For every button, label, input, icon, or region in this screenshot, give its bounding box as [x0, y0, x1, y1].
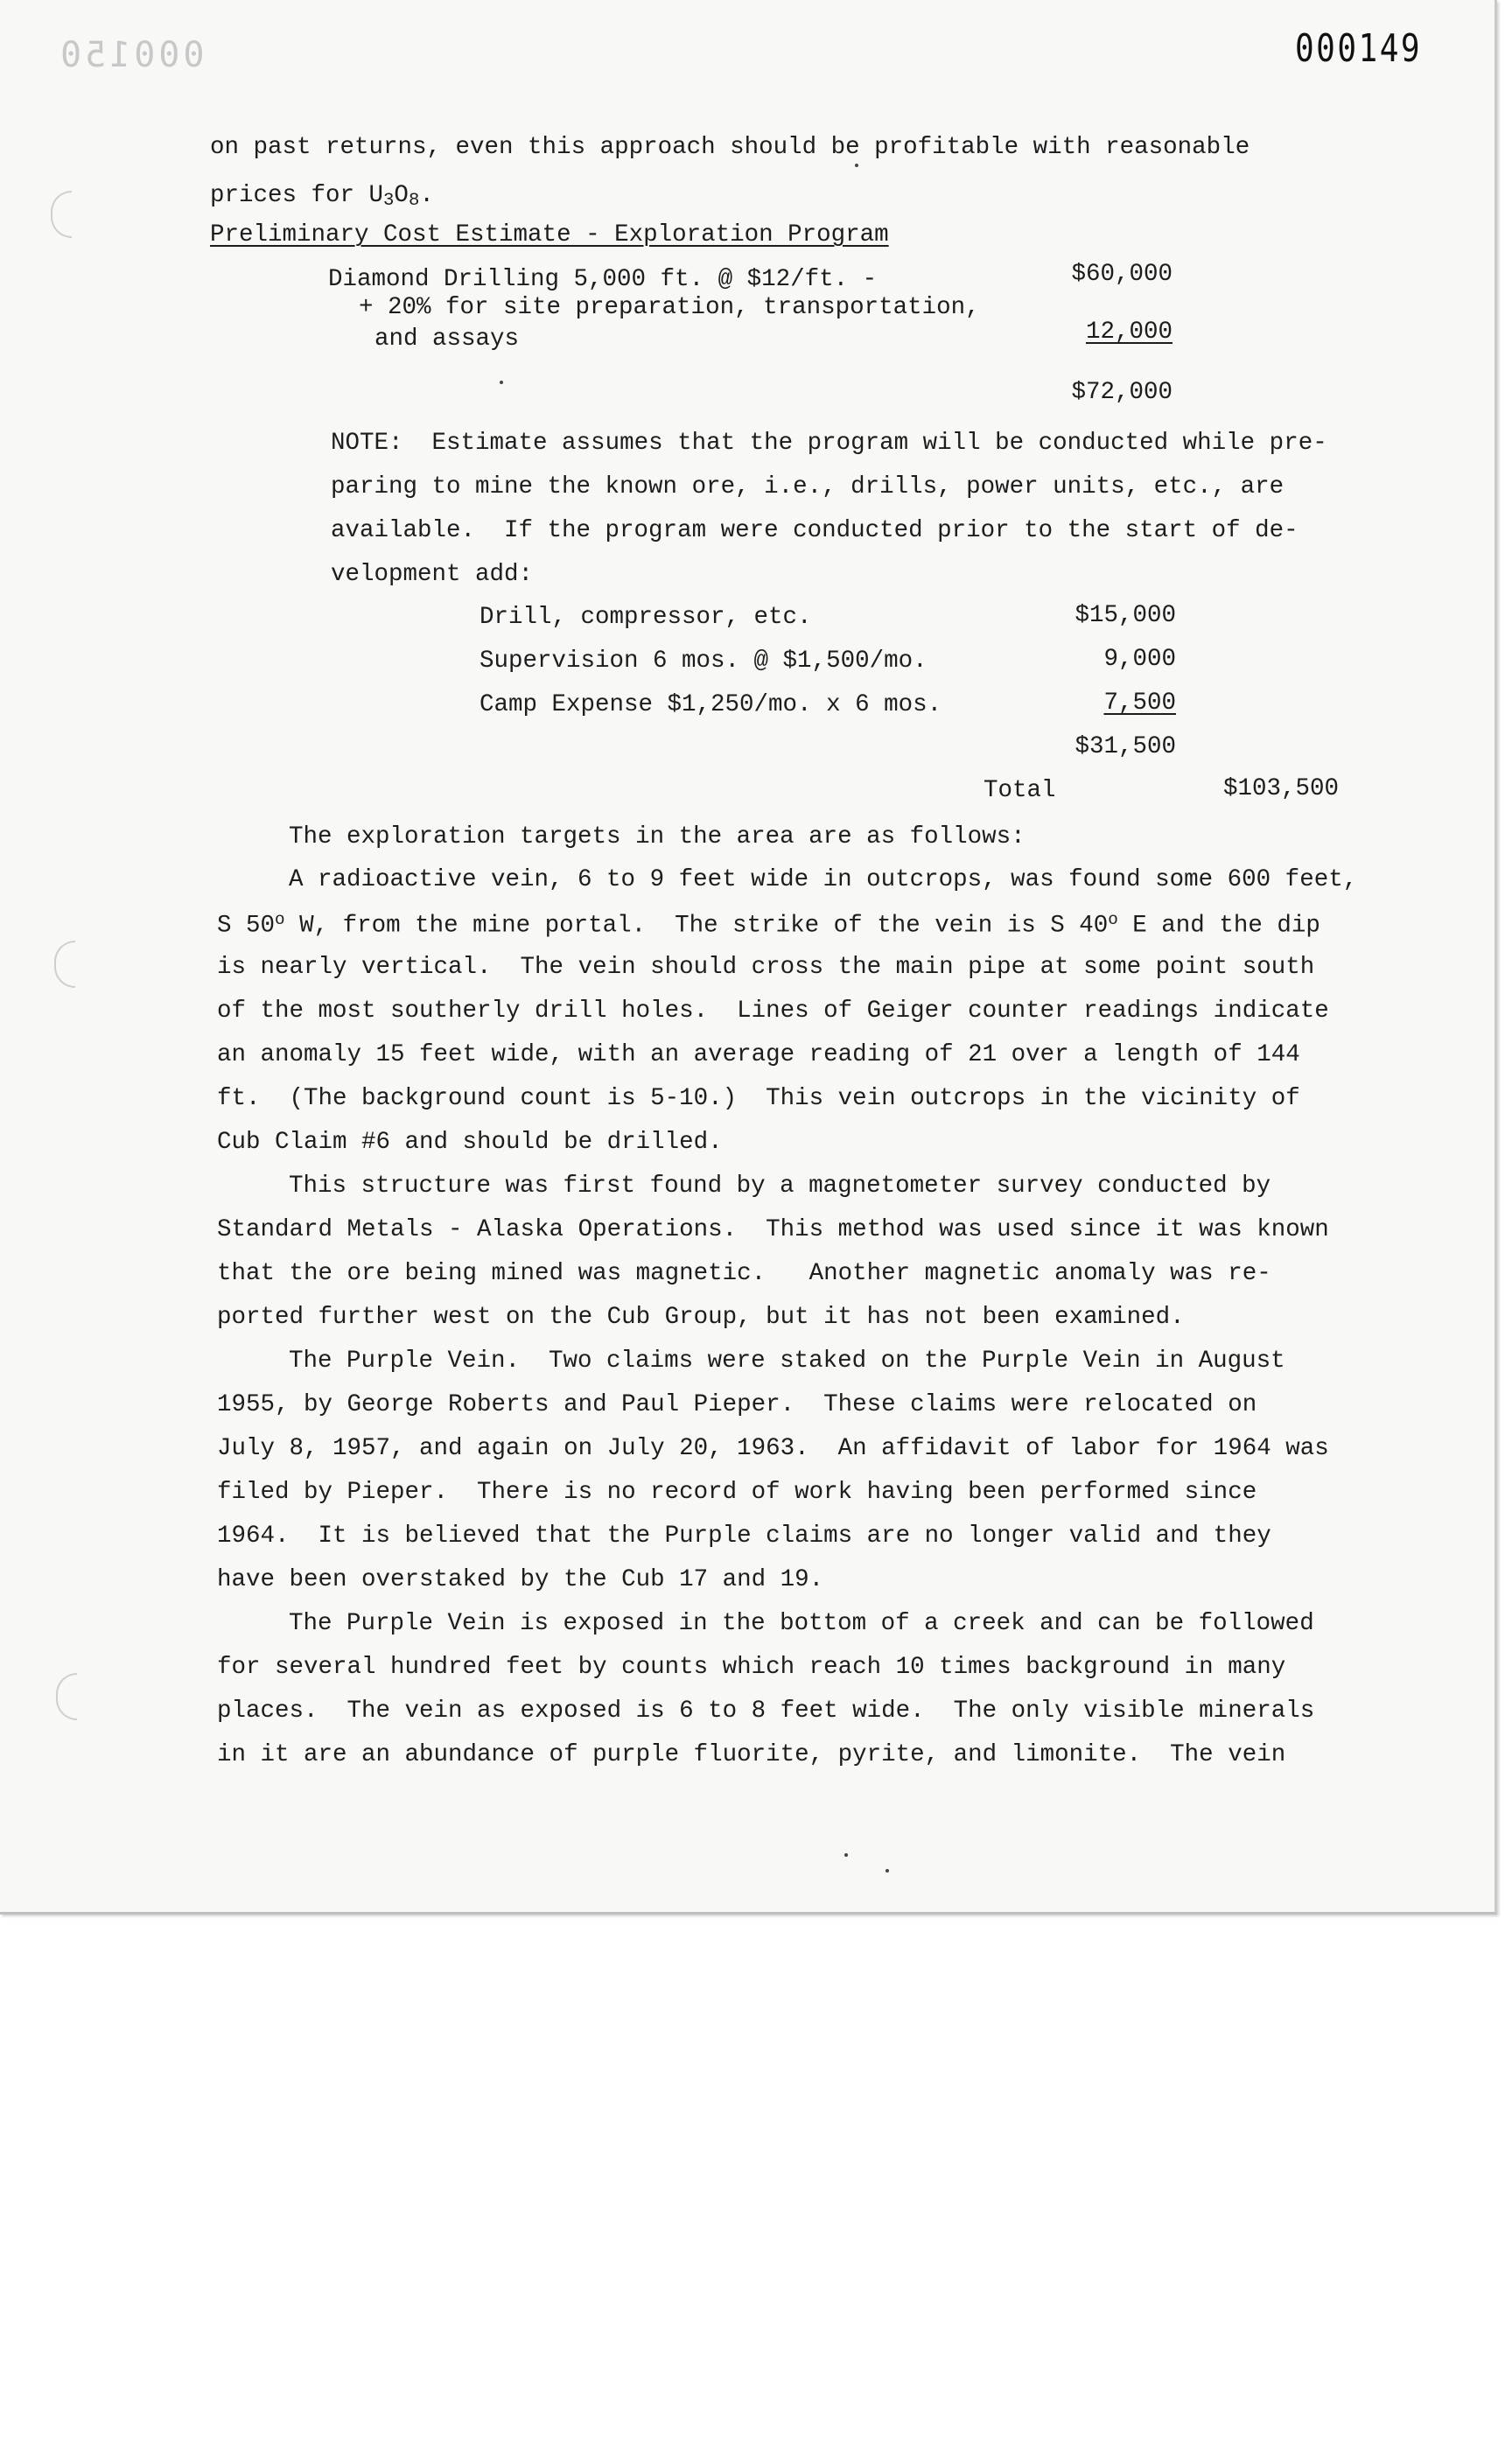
- paragraph-line: ft. (The background count is 5-10.) This vein outcrops in the vicinity of: [217, 1085, 1300, 1112]
- paragraph-line: in it are an abundance of purple fluorite, pyrite, and limonite. The vein: [217, 1741, 1286, 1768]
- targets-intro: The exploration targets in the area are as follows:: [289, 823, 1026, 850]
- addition-label: Supervision 6 mos. @ $1,500/mo.: [480, 648, 928, 675]
- addition-amount: 7,500: [1103, 690, 1176, 717]
- paragraph-line: The Purple Vein. Two claims were staked on the Purple Vein in August: [289, 1348, 1285, 1375]
- drilling-line: + 20% for site preparation, transportation,: [359, 294, 980, 321]
- drilling-amount: $60,000: [1071, 261, 1172, 288]
- note-line: NOTE: Estimate assumes that the program will be conducted while pre-: [331, 430, 1327, 457]
- paragraph-line: The Purple Vein is exposed in the bottom of a creek and can be followed: [289, 1610, 1314, 1637]
- speck: [844, 1853, 848, 1857]
- assays-amount: 12,000: [1085, 318, 1172, 346]
- paragraph-line: ported further west on the Cub Group, but it has not been examined.: [217, 1304, 1185, 1331]
- addition-amount: 9,000: [1103, 646, 1176, 673]
- note-line: available. If the program were conducted prior to the start of de-: [331, 517, 1298, 544]
- note-label: NOTE:: [331, 430, 403, 457]
- addition-label: Drill, compressor, etc.: [480, 604, 812, 631]
- note-line: velopment add:: [331, 561, 534, 588]
- total-amount: $103,500: [1222, 775, 1339, 802]
- note-line: paring to mine the known ore, i.e., drills, power units, etc., are: [331, 473, 1284, 500]
- binder-hole-mark: [54, 941, 75, 988]
- paragraph-line: for several hundred feet by counts which reach 10 times background in many: [217, 1654, 1286, 1681]
- paragraph-line: that the ore being mined was magnetic. Another magnetic anomaly was re-: [217, 1260, 1271, 1287]
- paragraph-line: This structure was first found by a magnetometer survey conducted by: [289, 1172, 1271, 1200]
- addition-amount: $15,000: [1074, 602, 1176, 629]
- paragraph-line: Standard Metals - Alaska Operations. This method was used since it was known: [217, 1216, 1329, 1243]
- speck: [500, 381, 503, 384]
- paragraph-line: Cub Claim #6 and should be drilled.: [217, 1129, 723, 1156]
- paragraph-line: is nearly vertical. The vein should cross the main pipe at some point south: [217, 954, 1315, 981]
- paragraph-line: places. The vein as exposed is 6 to 8 feet wide. The only visible minerals: [217, 1698, 1315, 1725]
- cost-estimate-heading: Preliminary Cost Estimate - Exploration Program: [210, 221, 889, 248]
- speck: [855, 164, 858, 167]
- binder-hole-mark: [56, 1673, 77, 1720]
- total-label: Total: [984, 777, 1056, 804]
- intro-line-u3o8: prices for $U_3O_8$.: [210, 182, 434, 212]
- paragraph-line: July 8, 1957, and again on July 20, 1963. An affidavit of labor for 1964 was: [217, 1435, 1329, 1462]
- intro-line: on past returns, even this approach should be profitable with reasonable: [210, 134, 1250, 161]
- paragraph-line: S 50$^o$ W, from the mine portal. The strike of the vein is S 40$^o$ E and the dip: [217, 910, 1320, 940]
- bleed-through-page-number: 000150: [57, 35, 205, 75]
- speck: [886, 1869, 889, 1872]
- binder-hole-mark: [51, 191, 72, 238]
- addition-label: Camp Expense $1,250/mo. x 6 mos.: [480, 691, 942, 718]
- paragraph-line: A radioactive vein, 6 to 9 feet wide in outcrops, was found some 600 feet,: [289, 866, 1358, 893]
- drilling-line: Diamond Drilling 5,000 ft. @ $12/ft. -: [328, 266, 878, 293]
- paragraph-line: an anomaly 15 feet wide, with an average reading of 21 over a length of 144: [217, 1041, 1300, 1068]
- drilling-line: and assays: [374, 326, 520, 353]
- page-number: 000149: [1295, 26, 1423, 71]
- additions-subtotal: $31,500: [1074, 733, 1176, 760]
- paragraph-line: 1955, by George Roberts and Paul Pieper. These claims were relocated on: [217, 1391, 1257, 1418]
- paragraph-line: filed by Pieper. There is no record of work having been performed since: [217, 1479, 1257, 1506]
- paragraph-line: have been overstaked by the Cub 17 and 19.: [217, 1566, 824, 1593]
- drilling-subtotal: $72,000: [1071, 379, 1172, 406]
- paragraph-line: 1964. It is believed that the Purple claims are no longer valid and they: [217, 1522, 1271, 1550]
- paragraph-line: of the most southerly drill holes. Lines of Geiger counter readings indicate: [217, 998, 1329, 1025]
